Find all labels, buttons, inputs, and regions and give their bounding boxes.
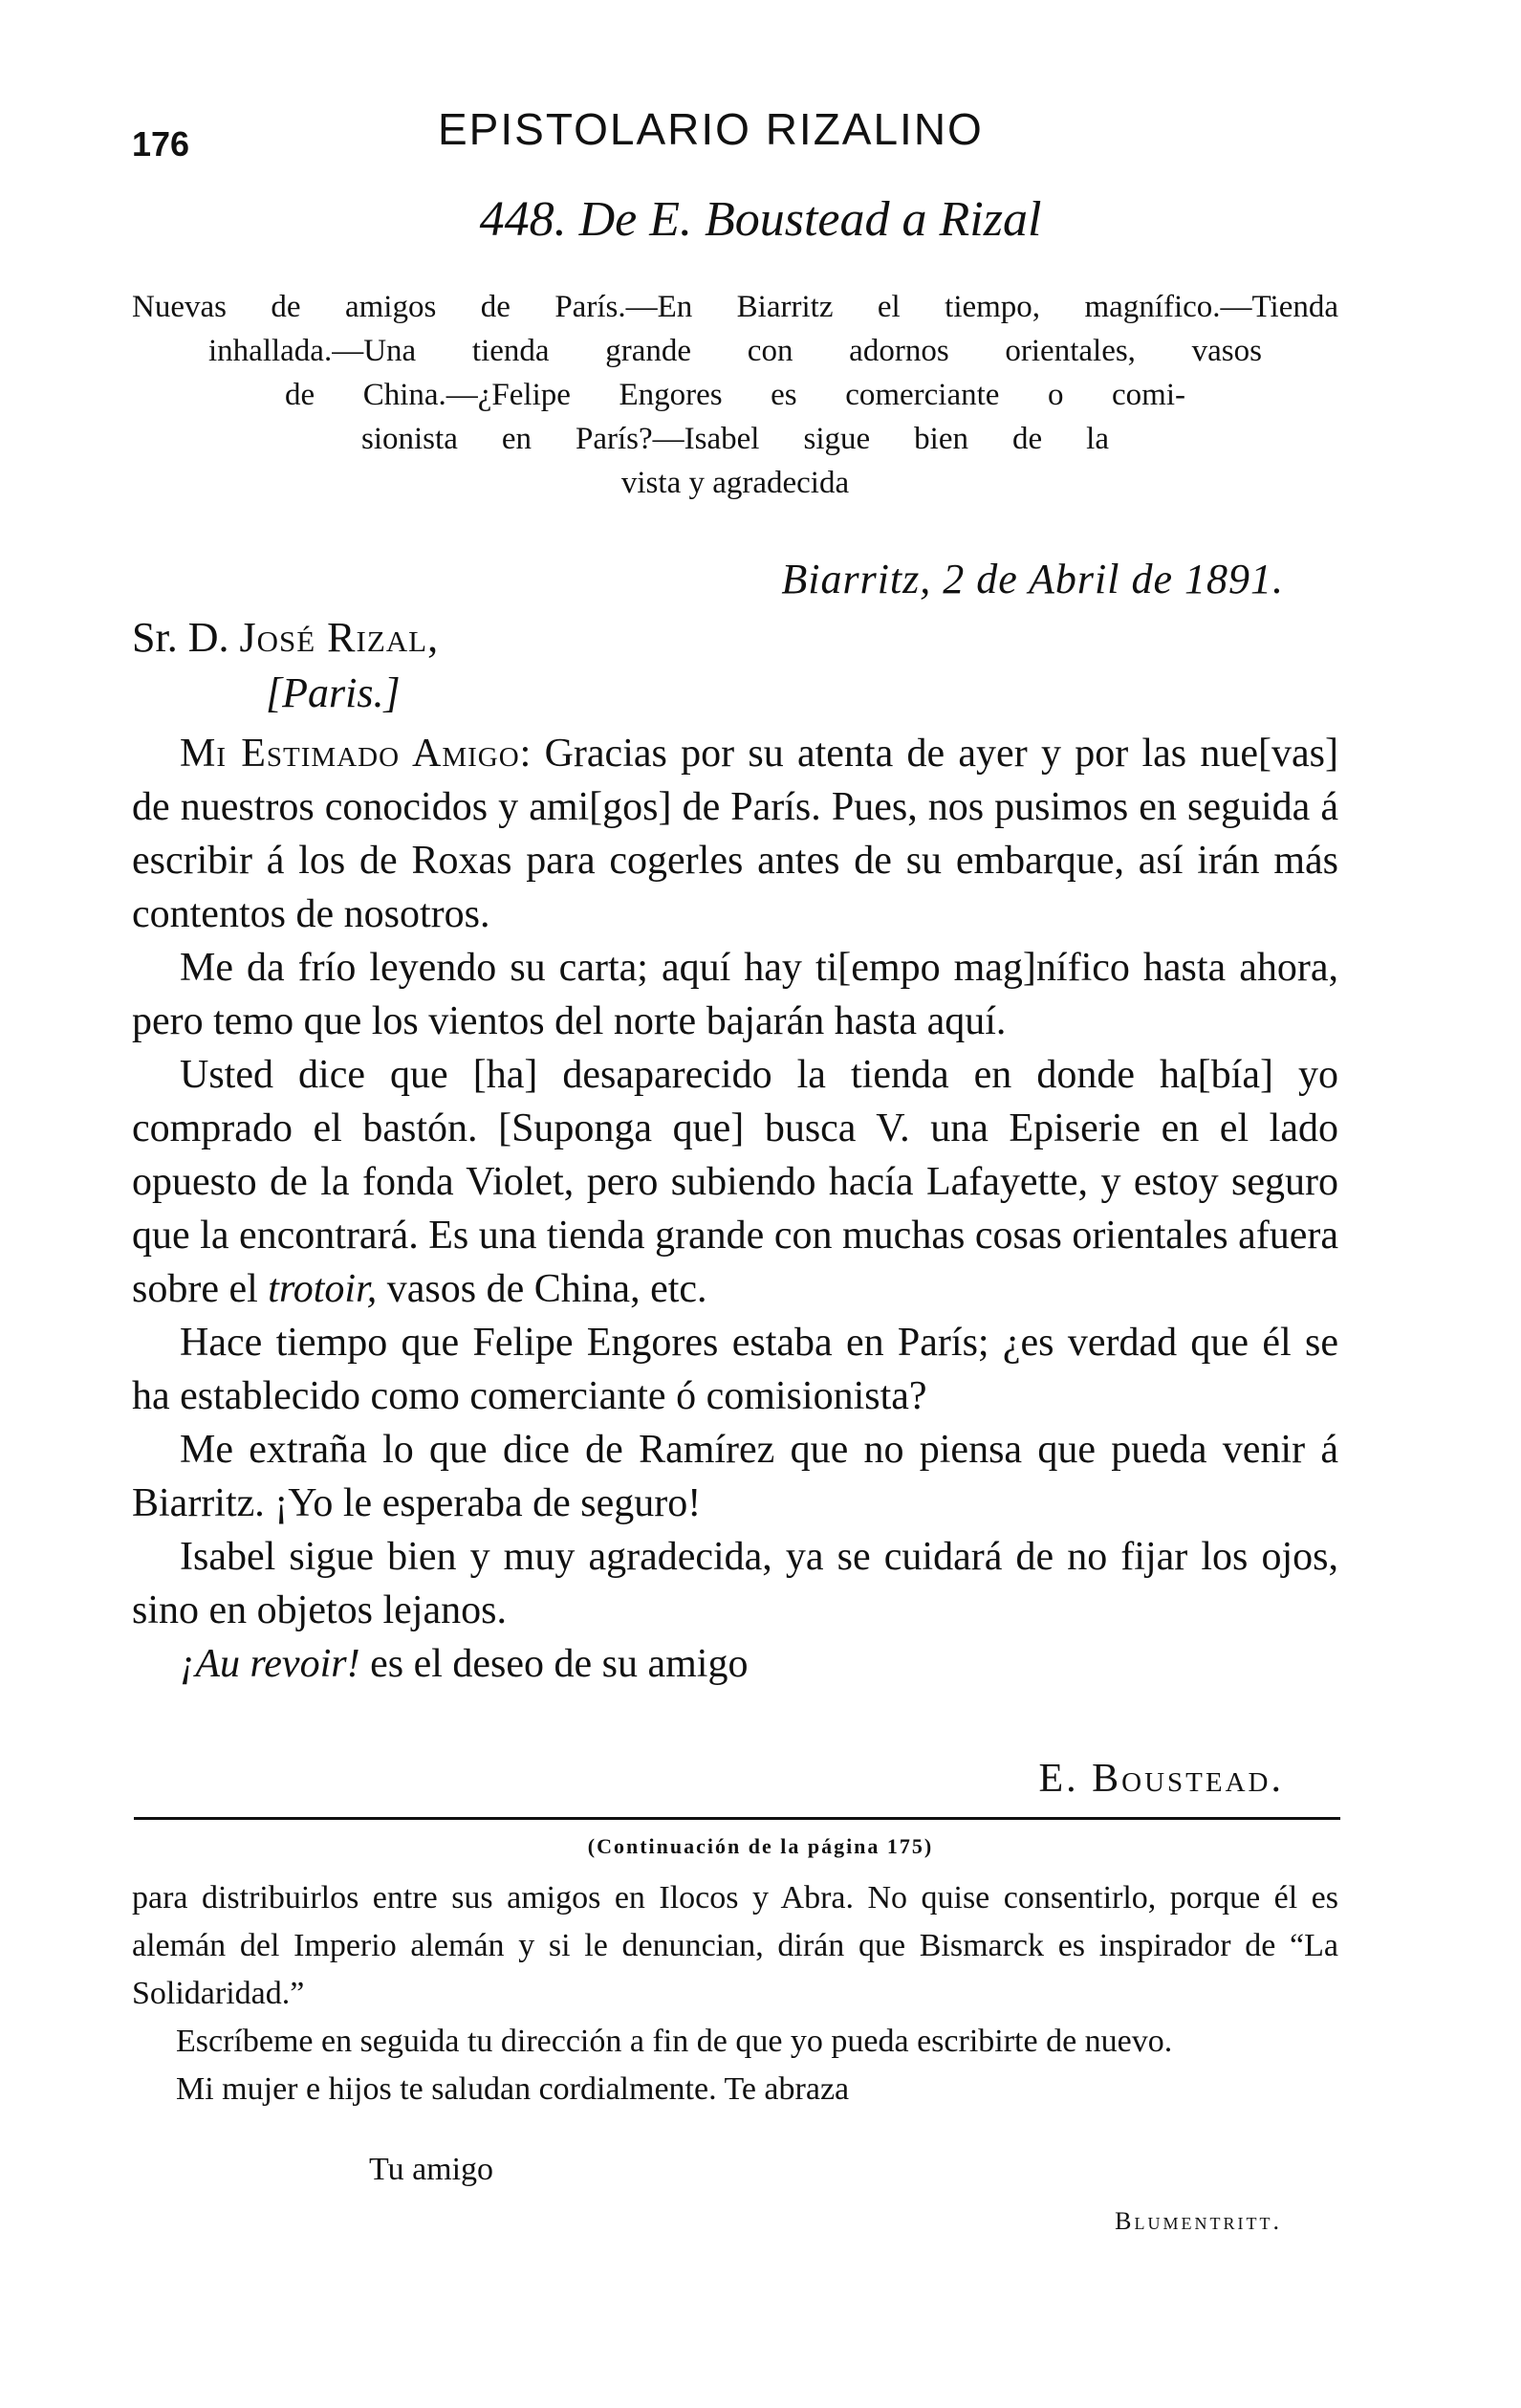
paragraph-text: Usted dice que [ha] desaparecido la tienda en donde ha[bía] yo comprado el bastón. [Suponga que] busca V. una Episerie en el lado opuesto de la fonda Violet, pero subiendo hacía Lafayette, y estoy seguro que la encontrará. Es una tienda grande con muchas cosas orientales afuera sobre el — [132, 1053, 1338, 1311]
addressee — [132, 610, 439, 721]
paragraph: para distribuirlos entre sus amigos en Ilocos y Abra. No quise consentirlo, porque él es alemán del Imperio alemán y si le denuncian, dirán que Bismarck es inspirador de “La Solidaridad.” — [132, 1880, 1338, 2011]
letter-body — [132, 727, 1338, 1691]
continuation-text — [132, 1874, 1338, 2113]
closing — [132, 1637, 1338, 1691]
closing-italic: ¡Au revoir! — [180, 1642, 360, 1686]
addressee-place: [Paris.] — [266, 669, 401, 716]
summary-line: sionista en París?—Isabel sigue bien de la — [361, 422, 1109, 456]
paragraph-text: vasos de China, etc. — [377, 1267, 707, 1311]
letter-summary — [132, 285, 1338, 505]
continuation-closing: Tu amigo — [369, 2152, 494, 2187]
letter-title: 448. De E. Boustead a Rizal — [479, 192, 1042, 247]
summary-line: inhallada.—Una tienda grande con adornos orientales, vasos — [208, 334, 1262, 368]
continuation-signature: Blumentritt. — [1115, 2207, 1282, 2235]
dateline: Biarritz, 2 de Abril de 1891. — [781, 556, 1284, 602]
summary-line: de China.—¿Felipe Engores es comerciante o comi- — [285, 378, 1185, 412]
paragraph: Escríbeme en seguida tu dirección a fin de que yo pueda escribirte de nuevo. — [176, 2024, 1173, 2059]
page-number: 176 — [132, 124, 190, 164]
paragraph: Mi mujer e hijos te saludan cordialmente. Te abraza — [176, 2071, 850, 2107]
paragraph-text: : Gracias por su atenta de ayer y por las nue[vas] de nuestros conocidos y ami[gos] de París. Pues, nos pusimos en seguida á escribir á los de Roxas para cogerles antes de su embarque, así irán más contentos de nosotros. — [132, 732, 1338, 936]
italic-word: trotoir, — [268, 1267, 378, 1311]
salutation: Mi Estimado Amigo — [180, 732, 520, 776]
addressee-name: José Rizal, — [239, 614, 440, 661]
summary-line: vista y agradecida — [620, 466, 850, 500]
footnote-rule — [134, 1817, 1340, 1820]
closing-text: es el deseo de su amigo — [359, 1642, 749, 1686]
running-header — [132, 103, 1336, 164]
paragraph: Hace tiempo que Felipe Engores estaba en París; ¿es verdad que él se ha establecido como comerciante ó comisionista? — [132, 1321, 1338, 1418]
running-title: EPISTOLARIO RIZALINO — [438, 104, 984, 154]
paragraph — [132, 727, 1338, 941]
paragraph: Isabel sigue bien y muy agradecida, ya se cuidará de no fijar los ojos, sino en objetos lejanos. — [132, 1535, 1338, 1632]
summary-line: Nuevas de amigos de París.—En Biarritz el tiempo, magnífico.—Tienda — [132, 290, 1338, 324]
letter-signature: E. Boustead. — [1038, 1757, 1284, 1801]
paragraph: Me da frío leyendo su carta; aquí hay ti[empo mag]nífico hasta ahora, pero temo que los vientos del norte bajarán hasta aquí. — [132, 946, 1338, 1043]
paragraph — [132, 1048, 1338, 1316]
addressee-prefix: Sr. D. — [132, 614, 240, 661]
paragraph: Me extraña lo que dice de Ramírez que no piensa que pueda venir á Biarritz. ¡Yo le esperaba de seguro! — [132, 1428, 1338, 1525]
continuation-label: (Continuación de la página 175) — [587, 1834, 934, 1858]
